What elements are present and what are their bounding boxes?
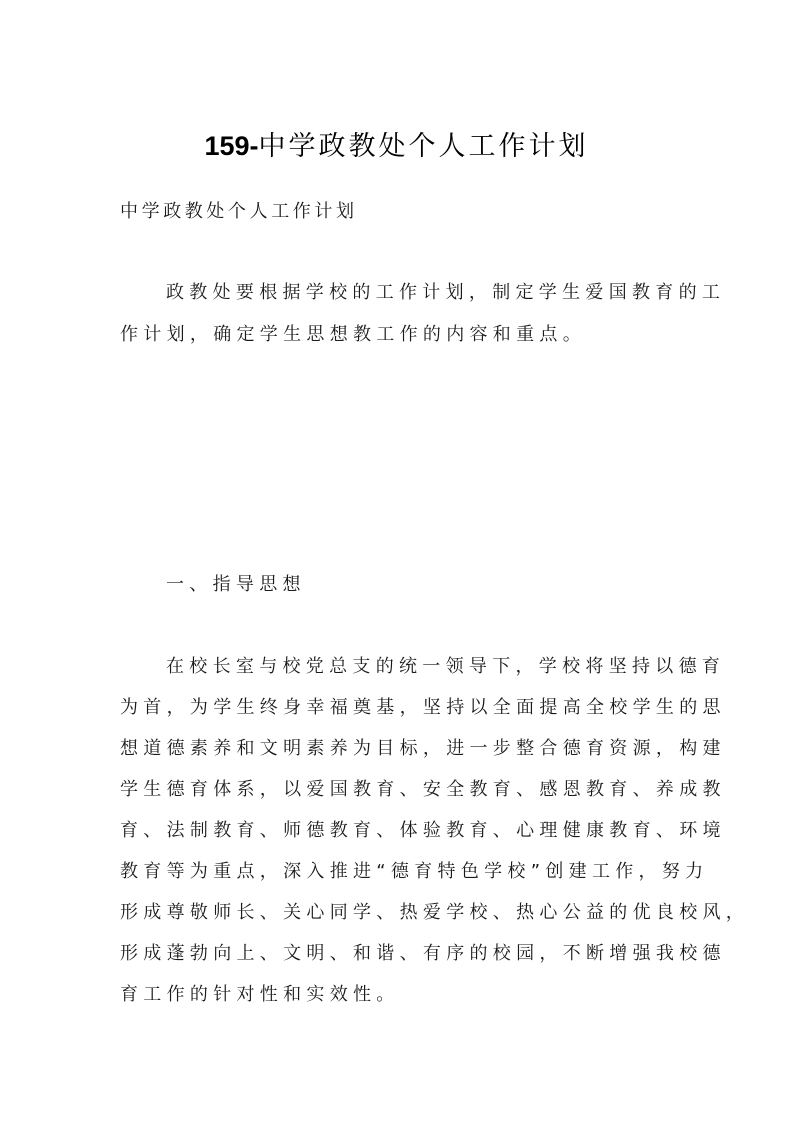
- paragraph-line: 为首，为学生终身幸福奠基，坚持以全面提高全校学生的思: [120, 697, 726, 718]
- paragraph-line: 育、法制教育、师德教育、体验教育、心理健康教育、环境: [120, 820, 726, 841]
- intro-line-2: 作计划，确定学生思想教工作的内容和重点。: [120, 324, 586, 345]
- paragraph-line: 想道德素养和文明素养为目标，进一步整合德育资源，构建: [120, 738, 726, 759]
- title-text: 中学政教处个人工作计划: [258, 131, 589, 162]
- title-number: 159-: [204, 131, 259, 161]
- paragraph-line: 教育等为重点，深入推进“德育特色学校”创建工作，努力: [120, 861, 709, 882]
- paragraph-line: 形成蓬勃向上、文明、和谐、有序的校园，不断增强我校德: [120, 943, 726, 964]
- document-title: [0, 124, 793, 169]
- intro-line-1: 政教处要根据学校的工作计划，制定学生爱国教育的工: [166, 282, 726, 303]
- paragraph-line: 形成尊敬师长、关心同学、热爱学校、热心公益的优良校风，: [120, 902, 750, 923]
- section-heading: 一、指导思想: [166, 574, 306, 595]
- paragraph-line: 育工作的针对性和实效性。: [120, 984, 400, 1005]
- paragraph-line: 在校长室与校党总支的统一领导下，学校将坚持以德育: [166, 656, 726, 677]
- document-subtitle: 中学政教处个人工作计划: [120, 201, 358, 222]
- paragraph-line: 学生德育体系，以爱国教育、安全教育、感恩教育、养成教: [120, 779, 726, 800]
